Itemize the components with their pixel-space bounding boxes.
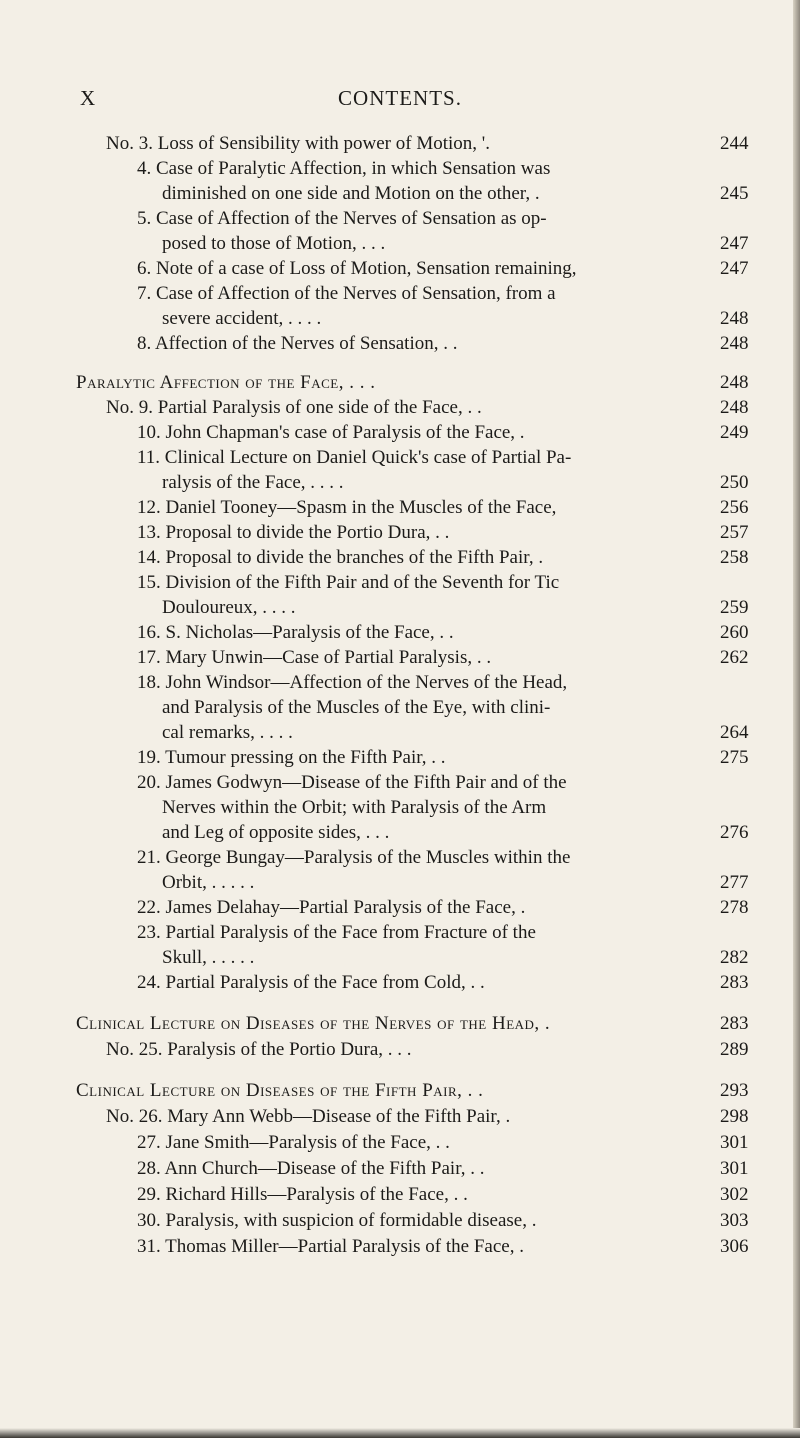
entry-text: 16. S. Nicholas—Paralysis of the Face, . . bbox=[137, 622, 454, 643]
entry-text: No. 3. Loss of Sensibility with power of Motion, '. bbox=[106, 133, 490, 154]
entry-text: and Paralysis of the Muscles of the Eye, with clini- bbox=[162, 697, 551, 718]
entry-page: 250 bbox=[720, 472, 749, 493]
entry-text: 12. Daniel Tooney—Spasm in the Muscles of the Face, bbox=[137, 497, 557, 518]
entry-text: posed to those of Motion, . . . bbox=[162, 233, 386, 254]
entry-page: 245 bbox=[720, 183, 749, 204]
entry-text: 10. John Chapman's case of Paralysis of the Face, . bbox=[137, 422, 525, 443]
entry-page: 247 bbox=[720, 233, 749, 254]
entry-text: 29. Richard Hills—Paralysis of the Face, . . bbox=[137, 1184, 468, 1205]
entry-text: No. 25. Paralysis of the Portio Dura, . . . bbox=[106, 1039, 412, 1060]
entry-page bbox=[720, 206, 778, 232]
entry-page: 289 bbox=[720, 1039, 749, 1060]
entry-page: 248 bbox=[720, 308, 749, 329]
entry-page bbox=[720, 845, 778, 871]
page-edge-shadow bbox=[793, 0, 800, 1438]
entry-text: Douloureux, . . . . bbox=[162, 597, 296, 618]
entry-page: 249 bbox=[720, 422, 749, 443]
entry-page bbox=[720, 156, 778, 182]
entry-page: 275 bbox=[720, 747, 749, 768]
entry-text: 19. Tumour pressing on the Fifth Pair, . . bbox=[137, 747, 446, 768]
entry-text: cal remarks, . . . . bbox=[162, 722, 293, 743]
entry-text: 11. Clinical Lecture on Daniel Quick's case of Partial Pa- bbox=[137, 447, 572, 468]
entry-text: 28. Ann Church—Disease of the Fifth Pair, . . bbox=[137, 1158, 485, 1179]
entry-text: 24. Partial Paralysis of the Face from Cold, . . bbox=[137, 972, 485, 993]
entry-page bbox=[720, 445, 778, 471]
entry-text: Nerves within the Orbit; with Paralysis of the Arm bbox=[162, 797, 547, 818]
entry-page bbox=[720, 281, 778, 307]
entry-page: 282 bbox=[720, 947, 749, 968]
entry-page: 262 bbox=[720, 647, 749, 668]
entry-page: 298 bbox=[720, 1106, 749, 1127]
entry-text: 27. Jane Smith—Paralysis of the Face, . . bbox=[137, 1132, 450, 1153]
entry-page: 277 bbox=[720, 872, 749, 893]
entry-text: 18. John Windsor—Affection of the Nerves of the Head, bbox=[137, 672, 568, 693]
entry-text: and Leg of opposite sides, . . . bbox=[162, 822, 390, 843]
entry-page: 248 bbox=[720, 372, 749, 393]
entry-page: 283 bbox=[720, 972, 749, 993]
entry-page bbox=[720, 695, 778, 721]
entry-page: 306 bbox=[720, 1236, 749, 1257]
entry-page: 260 bbox=[720, 622, 749, 643]
entry-text: Skull, . . . . . bbox=[162, 947, 255, 968]
entry-text: 31. Thomas Miller—Partial Paralysis of the Face, . bbox=[137, 1236, 524, 1257]
entry-page bbox=[720, 570, 778, 596]
entry-text: 5. Case of Affection of the Nerves of Sensation as op- bbox=[137, 208, 547, 229]
page-title: CONTENTS. bbox=[338, 86, 462, 110]
entry-text: 8. Affection of the Nerves of Sensation, . . bbox=[137, 333, 458, 354]
entry-page: 256 bbox=[720, 497, 749, 518]
page-header bbox=[0, 86, 800, 116]
entry-text: 15. Division of the Fifth Pair and of the Seventh for Tic bbox=[137, 572, 560, 593]
entry-page: 257 bbox=[720, 522, 749, 543]
entry-text: No. 26. Mary Ann Webb—Disease of the Fifth Pair, . bbox=[106, 1106, 511, 1127]
entry-text: 30. Paralysis, with suspicion of formidable disease, . bbox=[137, 1210, 537, 1231]
entry-page bbox=[720, 920, 778, 946]
entry-page: 264 bbox=[720, 722, 749, 743]
entry-text: 13. Proposal to divide the Portio Dura, . . bbox=[137, 522, 450, 543]
entry-page: 247 bbox=[720, 258, 749, 279]
entry-text: 17. Mary Unwin—Case of Partial Paralysis, . . bbox=[137, 647, 492, 668]
entry-text: 14. Proposal to divide the branches of the Fifth Pair, . bbox=[137, 547, 544, 568]
entry-text: 22. James Delahay—Partial Paralysis of the Face, . bbox=[137, 897, 526, 918]
entry-text: 4. Case of Paralytic Affection, in which Sensation was bbox=[137, 158, 551, 179]
entry-page: 276 bbox=[720, 822, 749, 843]
entry-page: 248 bbox=[720, 333, 749, 354]
entry-page: 301 bbox=[720, 1132, 749, 1153]
entry-page: 293 bbox=[720, 1080, 749, 1101]
entry-page: 302 bbox=[720, 1184, 749, 1205]
entry-page bbox=[720, 670, 778, 696]
page-letter: X bbox=[80, 86, 96, 110]
entry-page: 278 bbox=[720, 897, 749, 918]
entry-text: Orbit, . . . . . bbox=[162, 872, 255, 893]
entry-page: 258 bbox=[720, 547, 749, 568]
entry-text: diminished on one side and Motion on the other, . bbox=[162, 183, 540, 204]
entry-text: 23. Partial Paralysis of the Face from Fracture of the bbox=[137, 922, 536, 943]
entry-text: 21. George Bungay—Paralysis of the Muscles within the bbox=[137, 847, 571, 868]
entry-text: severe accident, . . . . bbox=[162, 308, 322, 329]
entry-text: 6. Note of a case of Loss of Motion, Sensation remaining, bbox=[137, 258, 577, 279]
section-heading: Paralytic Affection of the Face, . . . bbox=[76, 372, 376, 393]
section-heading: Clinical Lecture on Diseases of the Nerves of the Head, . bbox=[76, 1013, 551, 1034]
entry-text: No. 9. Partial Paralysis of one side of the Face, . . bbox=[106, 397, 482, 418]
entry-page: 248 bbox=[720, 397, 749, 418]
entry-text: 7. Case of Affection of the Nerves of Sensation, from a bbox=[137, 283, 556, 304]
entry-text: ralysis of the Face, . . . . bbox=[162, 472, 344, 493]
page-bottom-edge bbox=[0, 1428, 800, 1438]
entry-page: 283 bbox=[720, 1013, 749, 1034]
section-heading: Clinical Lecture on Diseases of the Fifth Pair, . . bbox=[76, 1080, 484, 1101]
entry-page bbox=[720, 770, 778, 796]
entry-page: 244 bbox=[720, 133, 749, 154]
entry-page bbox=[720, 795, 778, 821]
entry-page: 301 bbox=[720, 1158, 749, 1179]
entry-page: 259 bbox=[720, 597, 749, 618]
entry-page: 303 bbox=[720, 1210, 749, 1231]
entry-text: 20. James Godwyn—Disease of the Fifth Pair and of the bbox=[137, 772, 567, 793]
